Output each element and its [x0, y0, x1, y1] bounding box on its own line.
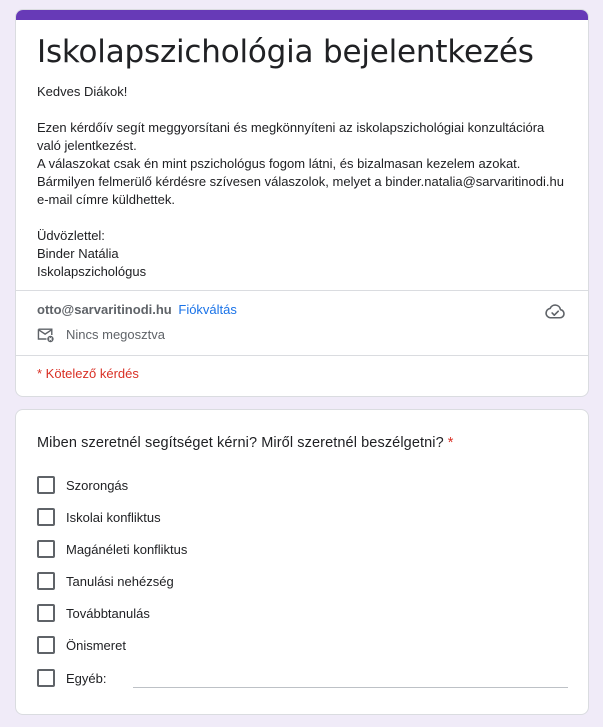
switch-account-link[interactable]: Fiókváltás: [178, 302, 237, 317]
description-line: Kedves Diákok!: [37, 84, 128, 99]
form-header-card: [15, 9, 589, 397]
description-line: A válaszokat csak én mint pszichológus fogom látni, és bizalmasan kezelem azokat.: [37, 156, 521, 171]
option-tovabbtanulas[interactable]: [37, 603, 150, 623]
form-title: Iskolapszichológia bejelentkezés: [37, 34, 534, 70]
account-divider: [16, 355, 588, 356]
option-maganeleti-konfliktus[interactable]: [37, 539, 187, 559]
checkbox[interactable]: [37, 669, 55, 687]
option-label: Szorongás: [66, 477, 129, 493]
question-card: [15, 409, 589, 715]
description-line: Ezen kérdőív segít meggyorsítani és megkönnyíteni az iskolapszichológiai konzultációra való jelentkezést.: [37, 120, 545, 153]
accent-bar: [16, 10, 588, 20]
checkbox[interactable]: [37, 540, 55, 558]
checkbox[interactable]: [37, 636, 55, 654]
option-label: Iskolai konfliktus: [66, 509, 161, 525]
description-line: Bármilyen felmerülő kérdésre szívesen válaszolok, melyet a binder.natalia@sarvaritinodi.hu e-mail címre küldhettek.: [37, 174, 564, 207]
question-text: Miben szeretnél segítséget kérni? Miről szeretnél beszélgetni?: [37, 435, 444, 451]
description-line: Iskolapszichológus: [37, 264, 147, 279]
header-divider: [16, 290, 588, 291]
share-status: Nincs megosztva: [66, 327, 165, 342]
option-iskolai-konfliktus[interactable]: [37, 507, 161, 527]
checkbox[interactable]: [37, 476, 55, 494]
account-row: [37, 301, 237, 319]
required-note: * Kötelező kérdés: [37, 366, 139, 381]
other-text-input[interactable]: [133, 687, 568, 688]
option-egyeb[interactable]: [37, 668, 106, 688]
description-line: Üdvözlettel:: [37, 228, 105, 243]
required-star: *: [447, 435, 454, 451]
checkbox[interactable]: [37, 604, 55, 622]
option-label: Tanulási nehézség: [66, 573, 174, 589]
description-line: [37, 209, 567, 227]
form-description: [37, 83, 567, 281]
description-line: [37, 101, 567, 119]
checkbox[interactable]: [37, 508, 55, 526]
mail-not-shared-icon: [37, 327, 55, 343]
question-title: [37, 433, 454, 453]
cloud-check-icon[interactable]: [544, 302, 566, 320]
share-status-row: [37, 326, 165, 344]
option-label: Továbbtanulás: [66, 605, 150, 621]
description-line: Binder Natália: [37, 246, 119, 261]
checkbox[interactable]: [37, 572, 55, 590]
option-onismeret[interactable]: [37, 635, 126, 655]
account-email: otto@sarvaritinodi.hu: [37, 302, 172, 317]
option-label: Egyéb:: [66, 670, 107, 686]
option-label: Magánéleti konfliktus: [66, 541, 188, 557]
option-szorongas[interactable]: [37, 475, 128, 495]
option-label: Önismeret: [66, 637, 126, 653]
option-tanulasi-nehezseg[interactable]: [37, 571, 174, 591]
